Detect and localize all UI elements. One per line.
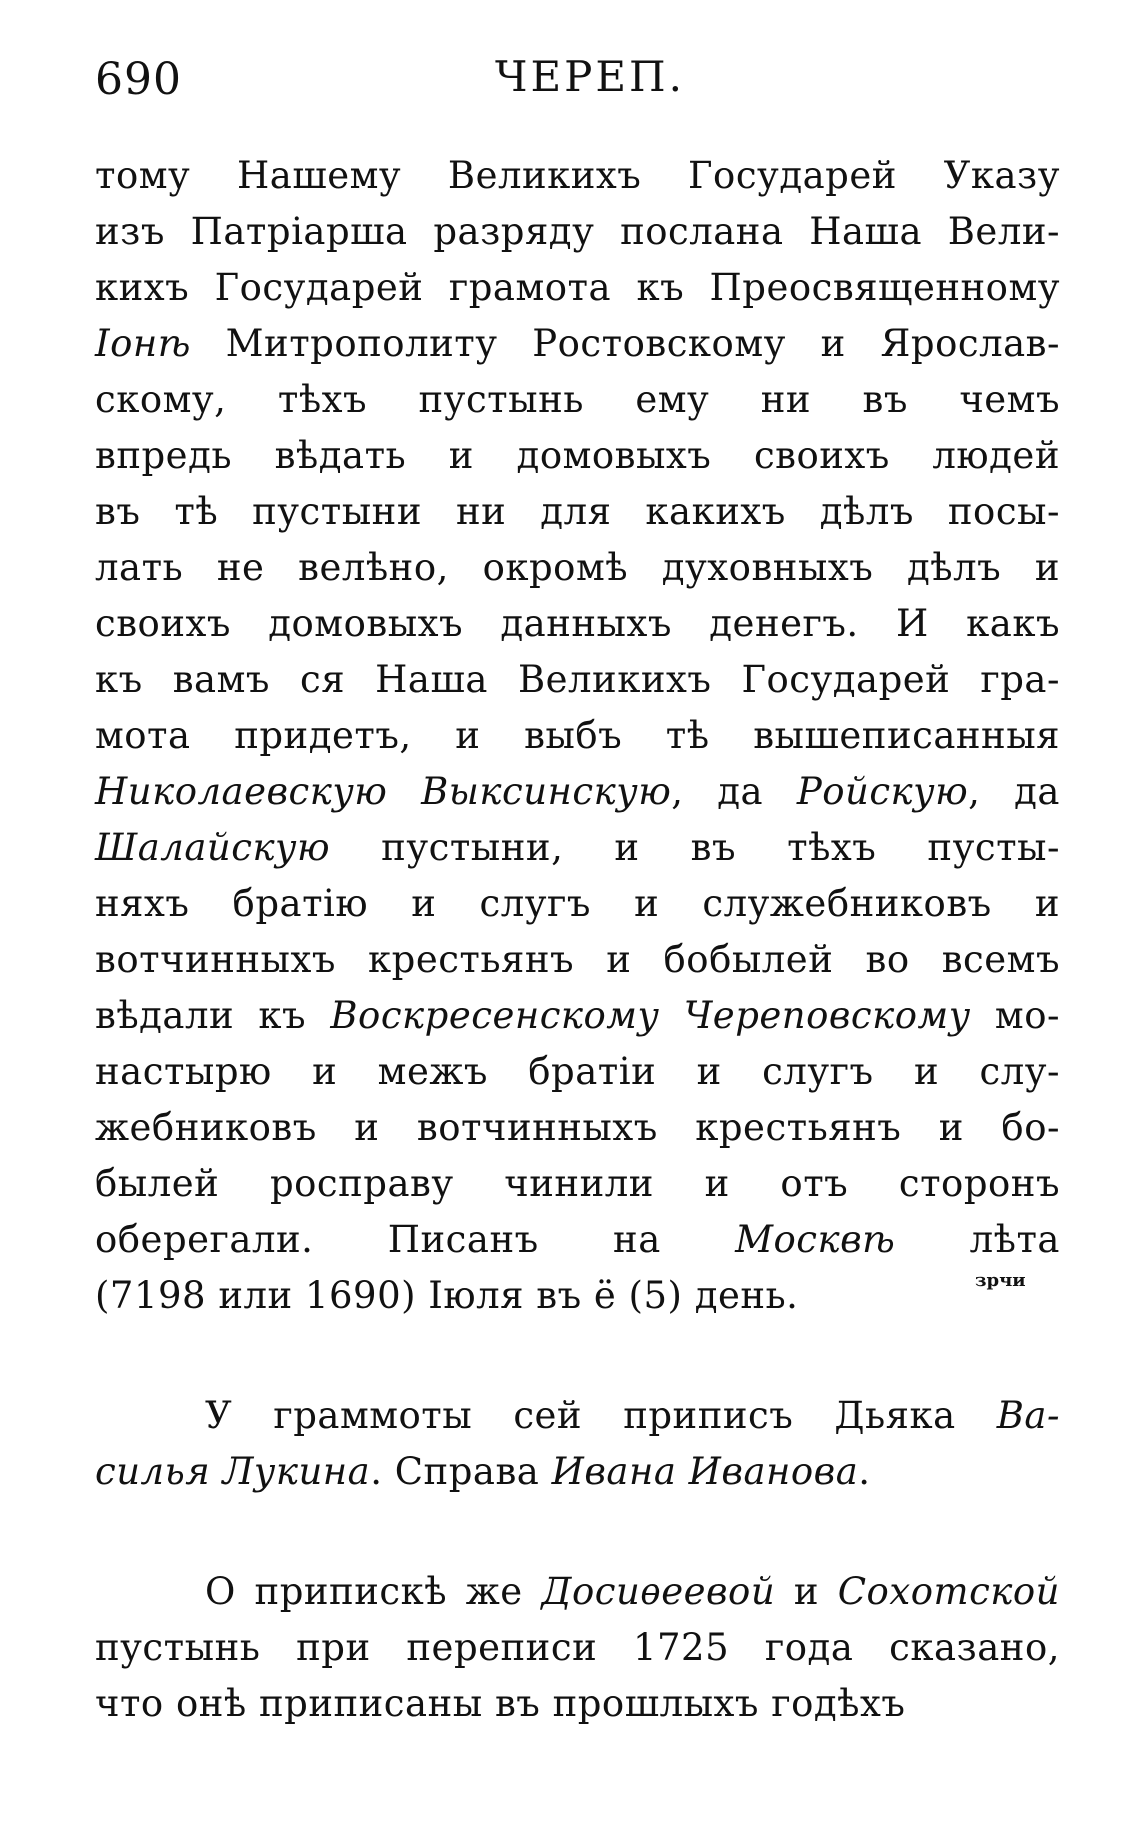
text-line	[95, 1564, 1060, 1620]
text-segment: вѣдали къ	[95, 994, 331, 1037]
text-segment: тому Нашему Великихъ Государей Указу	[95, 154, 1060, 197]
text-segment: . Справа	[370, 1450, 552, 1493]
text-line	[95, 1620, 1060, 1676]
text-line	[95, 596, 1060, 652]
paragraph	[95, 1564, 1060, 1732]
text-segment: (7198 или 1690) Іюля въ ё (5) день.	[95, 1274, 799, 1317]
text-line	[95, 260, 1060, 316]
text-line	[95, 1444, 1060, 1500]
paragraph	[95, 148, 1060, 1324]
text-segment: оберегали. Писанъ на	[95, 1218, 736, 1261]
text-line	[95, 820, 1060, 876]
text-segment: силья Лукина	[95, 1450, 371, 1493]
text-segment: своихъ домовыхъ данныхъ денегъ. И какъ	[95, 602, 1060, 645]
text-segment: , да	[968, 770, 1060, 813]
text-segment: жебниковъ и вотчинныхъ крестьянъ и бо-	[95, 1106, 1060, 1149]
text-line	[95, 652, 1060, 708]
text-line	[95, 1388, 1060, 1444]
text-segment: лать не велѣно, окромѣ духовныхъ дѣлъ и	[95, 546, 1060, 589]
text-segment: кихъ Государей грамота къ Преосвященному	[95, 266, 1060, 309]
text-segment: вотчинныхъ крестьянъ и бобылей во всемъ	[95, 938, 1060, 981]
text-line	[95, 1044, 1060, 1100]
text-segment: лѣта	[895, 1218, 1060, 1261]
text-line	[95, 1268, 1060, 1324]
text-line	[95, 988, 1060, 1044]
text-body	[95, 148, 1060, 1732]
text-line	[95, 1676, 1060, 1732]
text-segment: въ тѣ пустыни ни для какихъ дѣлъ посы-	[95, 490, 1060, 533]
text-segment: изъ Патріарша разряду послана Наша Вели-	[95, 210, 1060, 253]
text-line	[95, 708, 1060, 764]
text-segment: Шалайскую	[95, 826, 331, 869]
text-segment: У граммоты сей приписъ Дьяка	[205, 1394, 997, 1437]
text-line	[95, 204, 1060, 260]
text-segment: пустынь при переписи 1725 года сказано,	[95, 1626, 1060, 1669]
text-line	[95, 428, 1060, 484]
text-line	[95, 1156, 1060, 1212]
text-line	[95, 372, 1060, 428]
text-segment: впредь вѣдать и домовыхъ своихъ людей	[95, 434, 1060, 477]
text-segment: Воскресенскому Череповскому	[330, 994, 971, 1037]
text-segment: Ва-	[996, 1394, 1060, 1437]
text-line	[95, 484, 1060, 540]
text-segment: Сохотской	[837, 1570, 1060, 1613]
text-segment: Ройскую	[796, 770, 969, 813]
text-line	[95, 764, 1060, 820]
text-line	[95, 876, 1060, 932]
text-segment: няхъ братію и слугъ и служебниковъ и	[95, 882, 1060, 925]
text-segment: былей росправу чинили и отъ сторонъ	[95, 1162, 1060, 1205]
text-segment: мота придетъ, и выбъ тѣ вышеписанныя	[95, 714, 1060, 757]
text-segment: Іонѣ	[95, 322, 191, 365]
text-segment: Ивана Иванова	[551, 1450, 859, 1493]
text-segment: Москвѣ	[735, 1218, 896, 1261]
page-header	[95, 46, 1055, 116]
text-segment: , да	[671, 770, 797, 813]
text-line	[95, 148, 1060, 204]
text-line	[95, 1100, 1060, 1156]
text-line	[95, 316, 1060, 372]
running-head: ЧЕРЕП.	[495, 52, 686, 101]
page-number: 690	[95, 54, 182, 105]
text-line	[95, 1212, 1060, 1268]
text-line	[95, 932, 1060, 988]
text-segment: .	[858, 1450, 871, 1493]
text-segment: и	[775, 1570, 838, 1613]
margin-note: зрчи	[975, 1270, 1026, 1291]
paragraph	[95, 1388, 1060, 1500]
text-segment: скому, тѣхъ пустынь ему ни въ чемъ	[95, 378, 1060, 421]
text-segment: что онѣ приписаны въ прошлыхъ годѣхъ	[95, 1682, 906, 1725]
text-segment: къ вамъ ся Наша Великихъ Государей гра-	[95, 658, 1060, 701]
text-segment: мо-	[970, 994, 1060, 1037]
text-segment: Митрополиту Ростовскому и Ярослав-	[190, 322, 1060, 365]
text-segment: Николаевскую Выксинскую	[95, 770, 672, 813]
text-line	[95, 540, 1060, 596]
text-segment: пустыни, и въ тѣхъ пусты-	[330, 826, 1060, 869]
text-segment: Досиѳеевой	[541, 1570, 776, 1613]
text-segment: настырю и межъ братіи и слугъ и слу-	[95, 1050, 1060, 1093]
text-segment: О припискѣ же	[205, 1570, 542, 1613]
